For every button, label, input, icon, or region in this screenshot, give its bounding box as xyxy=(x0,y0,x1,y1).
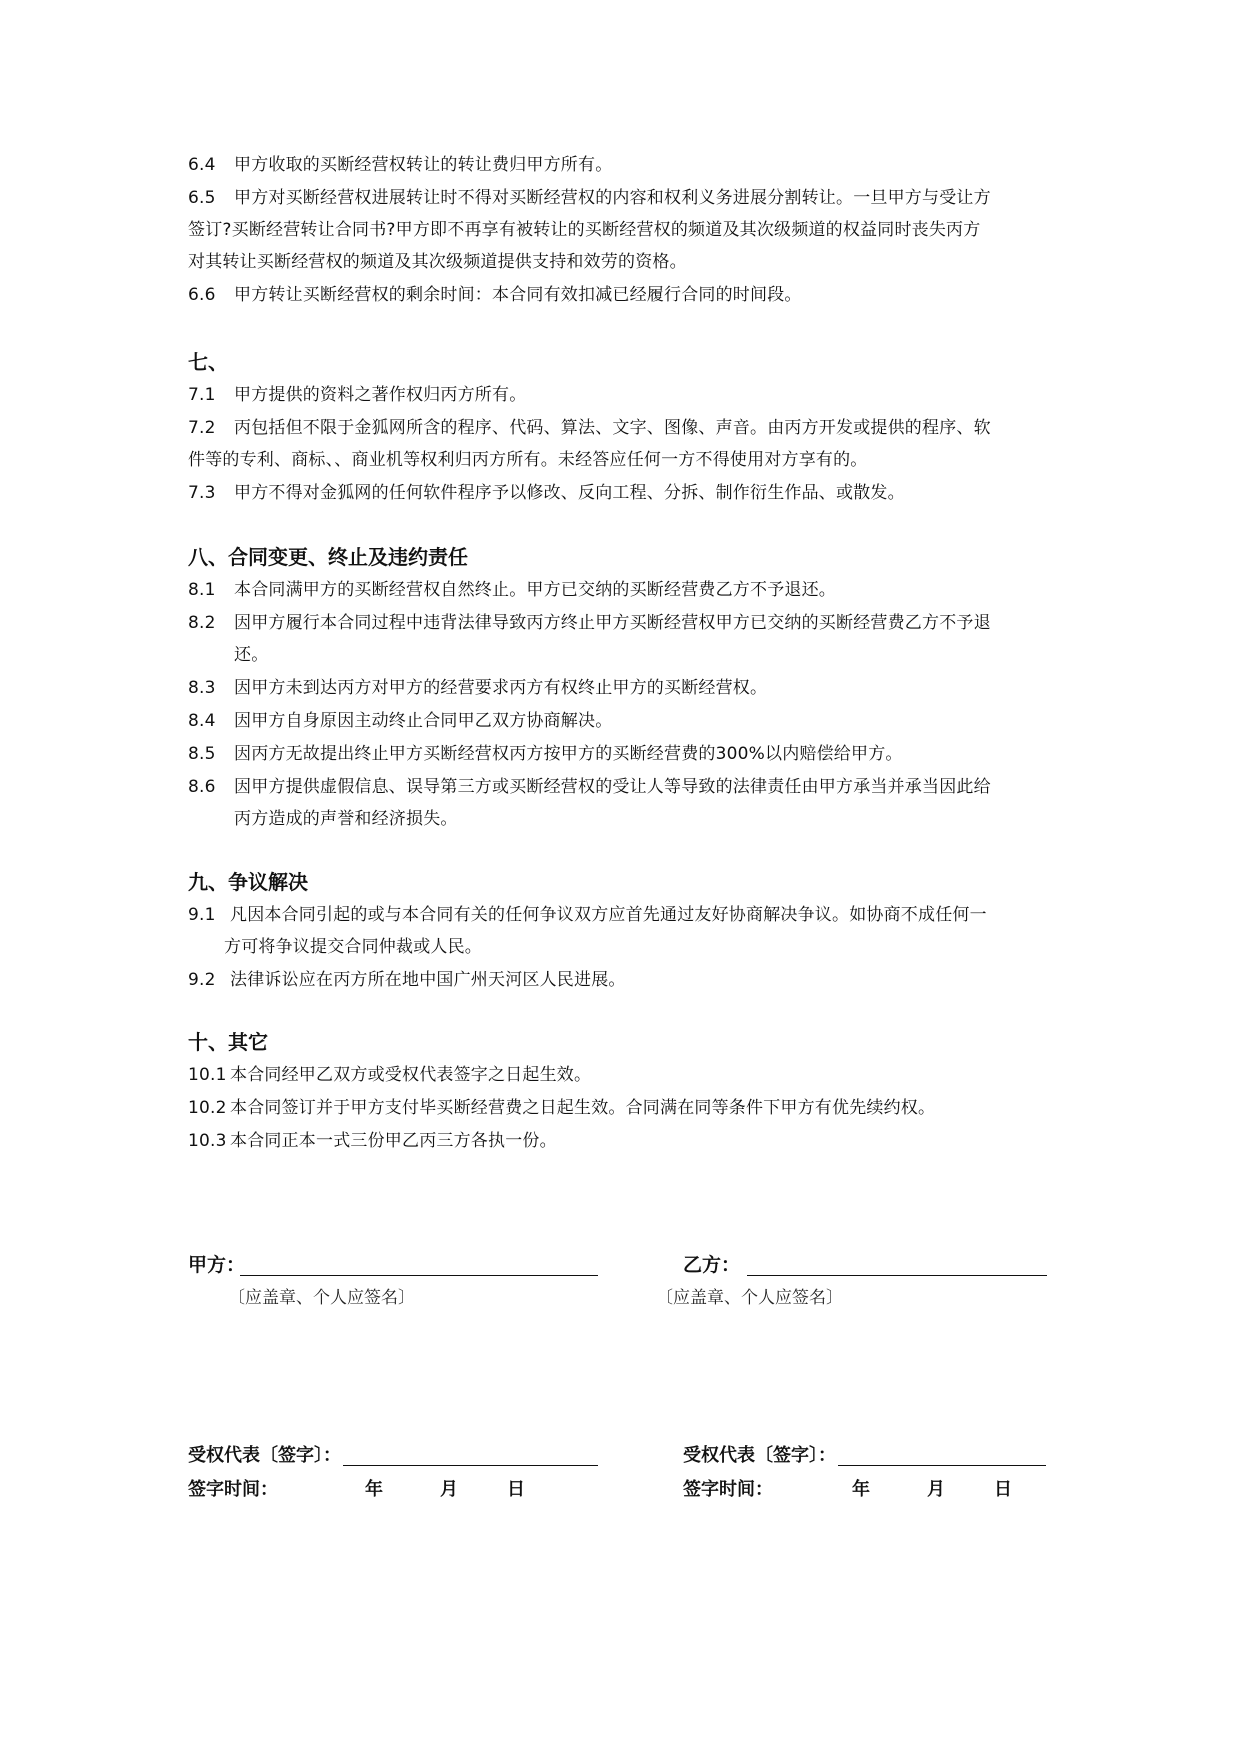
clause-text: 本合同经甲乙双方或受权代表签字之日起生效。 xyxy=(230,1065,592,1085)
clause-text: 甲方收取的买断经营权转让的转让费归甲方所有。 xyxy=(234,155,613,175)
clause-number: 8.3 xyxy=(188,678,216,698)
clause-text: 甲方对买断经营权进展转让时不得对买断经营权的内容和权利义务进展分割转让。一旦甲方与受让方 xyxy=(234,188,991,208)
clause-text: 本合同满甲方的买断经营权自然终止。甲方已交纳的买断经营费乙方不予退还。 xyxy=(234,580,836,600)
section-7-heading: 七、 xyxy=(188,350,228,374)
party-a-date-label: 签字时间： xyxy=(188,1479,278,1500)
party-a-signature-line[interactable] xyxy=(240,1275,598,1276)
clause-text: 甲方提供的资料之著作权归丙方所有。 xyxy=(234,385,527,405)
clause-8-1 xyxy=(188,580,836,600)
clause-8-2-line-2: 还。 xyxy=(234,645,269,665)
clause-number: 8.1 xyxy=(188,580,216,600)
clause-text: 本合同签订并于甲方支付毕买断经营费之日起生效。合同满在同等条件下甲方有优先续约权。 xyxy=(230,1098,936,1118)
party-b-rep-label: 受权代表〔签字〕： xyxy=(683,1445,836,1466)
clause-number: 8.2 xyxy=(188,613,216,633)
clause-text: 凡因本合同引起的或与本合同有关的任何争议双方应首先通过友好协商解决争议。如协商不成任何一 xyxy=(230,905,987,925)
clause-8-6 xyxy=(188,777,991,797)
clause-7-2-line-2: 件等的专利、商标、、商业机等权利归丙方所有。未经答应任何一方不得使用对方享有的。 xyxy=(188,450,868,470)
clause-9-2 xyxy=(188,970,626,990)
clause-text: 因甲方自身原因主动终止合同甲乙双方协商解决。 xyxy=(234,711,613,731)
party-b-year: 年 xyxy=(852,1479,870,1500)
clause-text: 甲方不得对金狐网的任何软件程序予以修改、反向工程、分拆、制作衍生作品、或散发。 xyxy=(234,483,905,503)
clause-number: 9.1 xyxy=(188,905,216,925)
clause-9-1-line-2: 方可将争议提交合同仲裁或人民。 xyxy=(224,937,482,957)
clause-number: 7.2 xyxy=(188,418,216,438)
clause-8-6-line-2: 丙方造成的声誉和经济损失。 xyxy=(234,809,458,829)
section-8-heading: 八、合同变更、终止及违约责任 xyxy=(188,545,468,569)
clause-number: 6.5 xyxy=(188,188,216,208)
clause-7-3 xyxy=(188,483,905,503)
clause-8-2 xyxy=(188,613,991,633)
clause-text: 甲方转让买断经营权的剩余时间：本合同有效扣减已经履行合同的时间段。 xyxy=(234,285,802,305)
party-b-signature-line[interactable] xyxy=(747,1275,1047,1276)
clause-6-5-line-3: 对其转让买断经营权的频道及其次级频道提供支持和效劳的资格。 xyxy=(188,252,687,272)
clause-text: 丙包括但不限于金狐网所含的程序、代码、算法、文字、图像、声音。由丙方开发或提供的程序、软 xyxy=(234,418,991,438)
clause-6-5 xyxy=(188,188,991,208)
party-a-day: 日 xyxy=(507,1479,525,1500)
clause-10-1 xyxy=(188,1065,591,1085)
party-b-day: 日 xyxy=(994,1479,1012,1500)
clause-number: 9.2 xyxy=(188,970,216,990)
section-10-heading: 十、其它 xyxy=(188,1030,268,1054)
party-a-month: 月 xyxy=(440,1479,458,1500)
clause-text: 因甲方提供虚假信息、误导第三方或买断经营权的受让人等导致的法律责任由甲方承当并承当因此给 xyxy=(234,777,991,797)
clause-number: 7.1 xyxy=(188,385,216,405)
party-b-date-label: 签字时间： xyxy=(683,1479,773,1500)
party-b-month: 月 xyxy=(927,1479,945,1500)
clause-number: 7.3 xyxy=(188,483,216,503)
party-a-year: 年 xyxy=(365,1479,383,1500)
clause-text: 因甲方履行本合同过程中违背法律导致丙方终止甲方买断经营权甲方已交纳的买断经营费乙方不予退 xyxy=(234,613,991,633)
clause-text: 因甲方未到达丙方对甲方的经营要求丙方有权终止甲方的买断经营权。 xyxy=(234,678,768,698)
section-9-heading: 九、争议解决 xyxy=(188,870,308,894)
clause-10-3 xyxy=(188,1131,557,1151)
party-b-label: 乙方： xyxy=(683,1254,741,1276)
clause-8-3 xyxy=(188,678,767,698)
clause-10-2 xyxy=(188,1098,935,1118)
clause-6-4 xyxy=(188,155,612,175)
clause-text: 因丙方无故提出终止甲方买断经营权丙方按甲方的买断经营费的300%以内赔偿给甲方。 xyxy=(234,744,903,764)
party-b-rep-signature-line[interactable] xyxy=(838,1465,1046,1466)
clause-number: 10.3 xyxy=(188,1131,227,1151)
party-a-note: 〔应盖章、个人应签名〕 xyxy=(228,1288,415,1308)
clause-9-1 xyxy=(188,905,987,925)
clause-number: 10.1 xyxy=(188,1065,227,1085)
clause-number: 10.2 xyxy=(188,1098,227,1118)
clause-number: 8.4 xyxy=(188,711,216,731)
party-a-rep-signature-line[interactable] xyxy=(343,1465,598,1466)
clause-6-5-line-2: 签订?买断经营转让合同书?甲方即不再享有被转让的买断经营权的频道及其次级频道的权益同时丧失丙方 xyxy=(188,220,981,240)
clause-8-5 xyxy=(188,744,903,764)
clause-number: 6.6 xyxy=(188,285,216,305)
party-a-label: 甲方： xyxy=(188,1254,246,1276)
clause-number: 8.5 xyxy=(188,744,216,764)
party-a-rep-label: 受权代表〔签字〕： xyxy=(188,1445,341,1466)
clause-number: 8.6 xyxy=(188,777,216,797)
clause-text: 本合同正本一式三份甲乙丙三方各执一份。 xyxy=(230,1131,557,1151)
clause-8-4 xyxy=(188,711,612,731)
party-b-note: 〔应盖章、个人应签名〕 xyxy=(656,1288,843,1308)
clause-text: 法律诉讼应在丙方所在地中国广州天河区人民进展。 xyxy=(230,970,626,990)
clause-7-1 xyxy=(188,385,526,405)
clause-7-2 xyxy=(188,418,991,438)
clause-6-6 xyxy=(188,285,802,305)
clause-number: 6.4 xyxy=(188,155,216,175)
